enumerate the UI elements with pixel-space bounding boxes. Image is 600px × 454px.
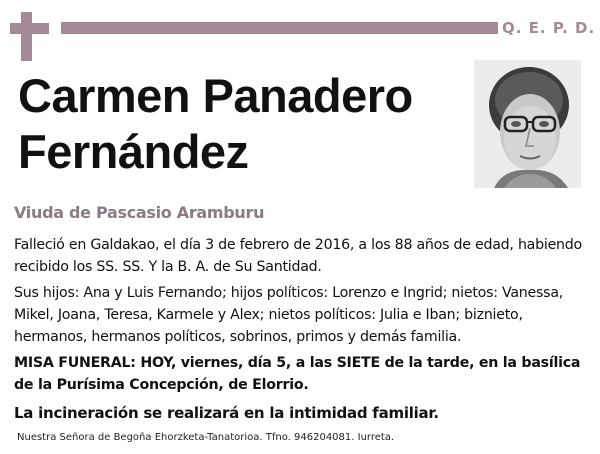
widow-of-subtitle: Viuda de Pascasio Aramburu [14,203,265,222]
funeral-mass-paragraph: MISA FUNERAL: HOY, viernes, día 5, a las SIETE de la tarde, en la basílica de la Purísima Concepción, de Elorrio. [14,355,581,393]
death-notice-paragraph: Falleció en Galdakao, el día 3 de febrero de 2016, a los 88 años de edad, habiendo recibido los SS. SS. Y la B. A. de Su Santidad. [14,237,582,275]
deceased-name [18,68,413,180]
name-line-2: Fernández [18,125,249,178]
cross-icon-arm [10,23,49,34]
portrait-image [474,60,581,188]
name-line-1: Carmen Panadero [18,69,413,122]
cremation-paragraph: La incineración se realizará en la intimidad familiar. [14,404,439,422]
family-paragraph: Sus hijos: Ana y Luis Fernando; hijos políticos: Lorenzo e Ingrid; nietos: Vanessa, Mikel, Joana, Teresa, Karmele y Alex; nietos políticos: Julia e Iban; biznieto, hermanos, hermanos políticos, sobrinos, primos y demás familia. [14,285,564,345]
cross-icon [21,12,32,61]
qepd-badge: Q. E. P. D. [502,19,596,37]
funeral-home-footer: Nuestra Señora de Begoña Ehorzketa-Tanatorioa. Tfno. 946204081. Iurreta. [17,432,395,443]
header-bar [61,22,498,34]
portrait-photo [474,60,581,188]
